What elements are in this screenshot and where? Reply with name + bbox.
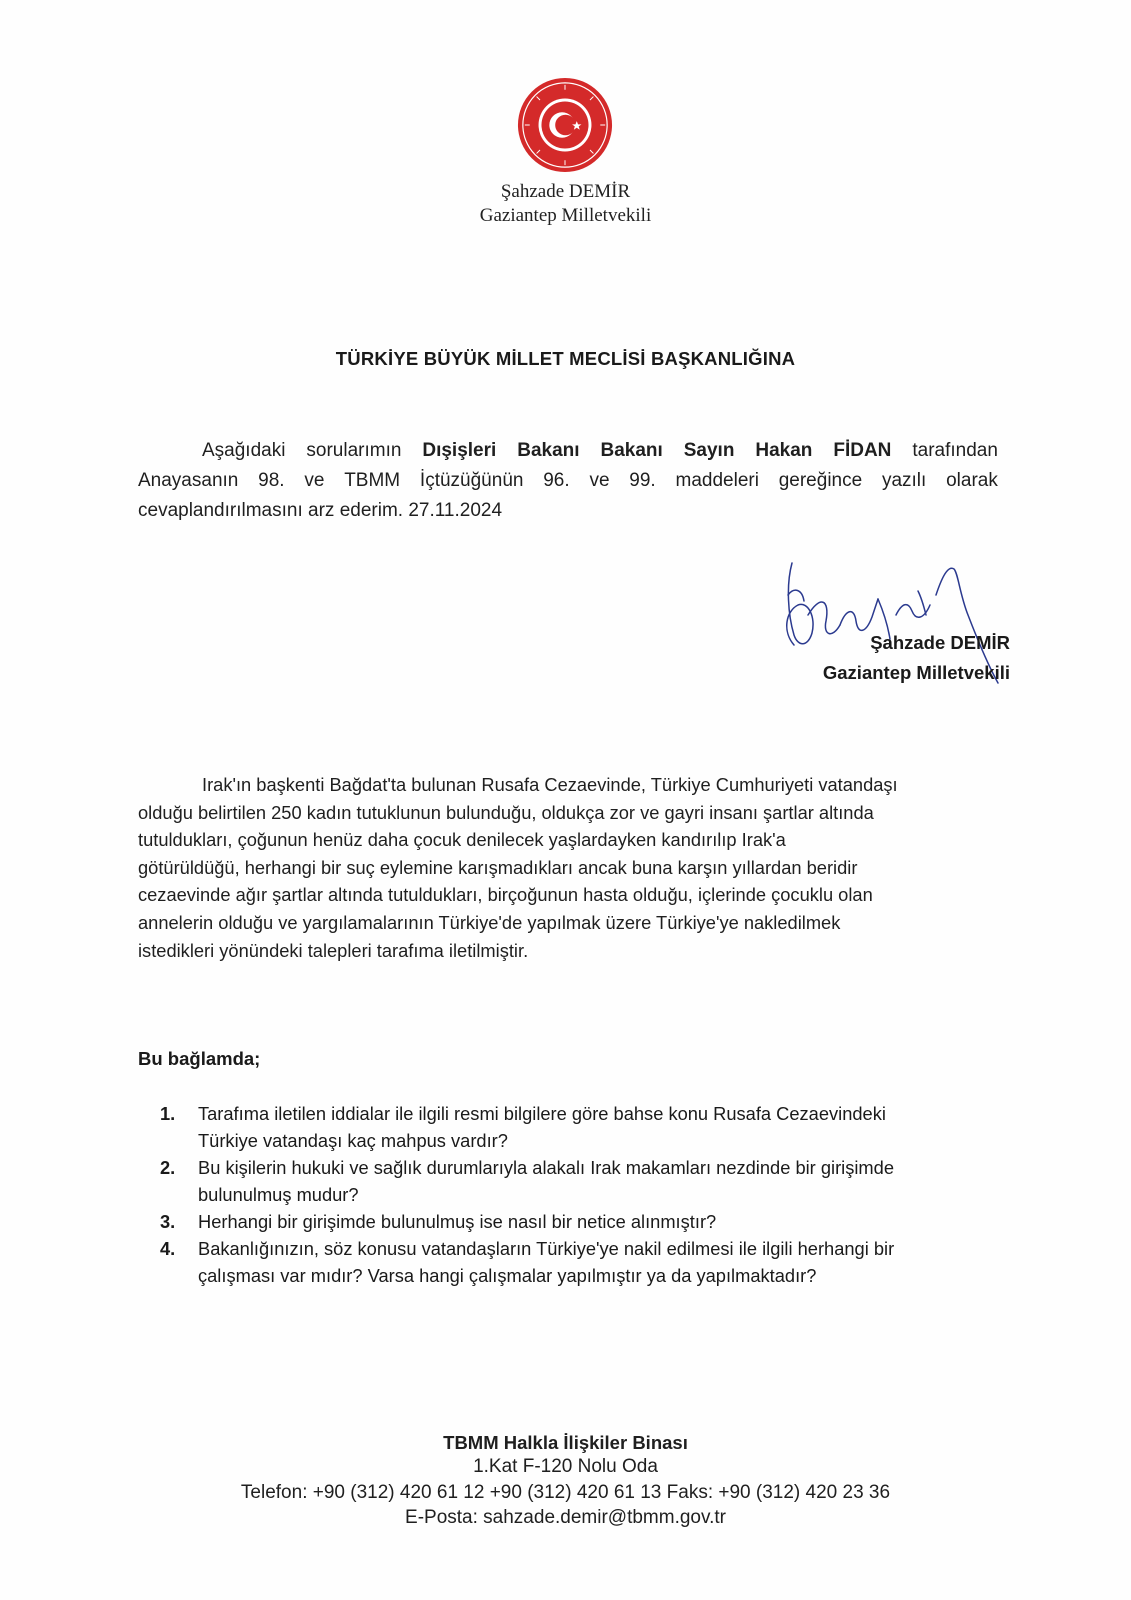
intro-word: yazılı [881, 470, 927, 491]
minister-word: Bakanı [600, 440, 663, 461]
phone-label: Telefon: [240, 1482, 308, 1503]
body-line: annelerin olduğu ve yargılamalarının Türkiye'de yapılmak üzere Türkiye'ye nakledilmek [138, 911, 841, 933]
email-label: E-Posta: [405, 1507, 478, 1528]
body-line: istedikleri yönündeki talepleri tarafıma iletilmiştir. [138, 939, 529, 961]
minister-word: Sayın [683, 440, 735, 461]
question-item [160, 1208, 1020, 1235]
intro-line-3: cevaplandırılmasını arz ederim. 27.11.2024 [138, 500, 503, 521]
intro-word: ve [589, 470, 610, 491]
question-line: Herhangi bir girişimde bulunulmuş ise nasıl bir netice alınmıştır? [198, 1211, 717, 1232]
intro-word: 96. [543, 470, 570, 491]
email-address[interactable]: sahzade.demir@tbmm.gov.tr [483, 1507, 726, 1528]
minister-word: FİDAN [833, 440, 892, 461]
intro-word: sorularımın [306, 440, 402, 461]
question-line: Bakanlığınızın, söz konusu vatandaşların Türkiye'ye nakil edilmesi ile ilgili herhangi bir [198, 1238, 895, 1259]
intro-word: olarak [946, 470, 998, 491]
question-number: 1. [160, 1103, 176, 1124]
body-line: tutuldukları, çoğunun henüz daha çocuk denilecek yaşlardayken kandırılıp Irak'a [138, 829, 786, 851]
signature-name: Şahzade DEMİR [870, 632, 1010, 653]
body-line: Irak'ın başkenti Bağdat'ta bulunan Rusafa Cezaevinde, Türkiye Cumhuriyeti vatandaşı [202, 774, 898, 795]
body-paragraph [138, 771, 998, 964]
question-number: 4. [160, 1238, 176, 1259]
intro-word: 98. [258, 470, 285, 491]
intro-paragraph [138, 436, 998, 526]
body-line: olduğu belirtilen 250 kadın tutuklunun bulunduğu, oldukça zor ve gayri insanı şartlar altında [138, 801, 874, 823]
context-label: Bu bağlamda; [138, 1048, 261, 1069]
question-line: Türkiye vatandaşı kaç mahpus vardır? [198, 1130, 508, 1151]
question-number: 3. [160, 1211, 176, 1232]
fax-label: Faks: [666, 1482, 714, 1503]
sender-title: Gaziantep Milletvekili [479, 205, 652, 226]
signature-block [790, 628, 1010, 688]
footer-room: 1.Kat F-120 Nolu Oda [473, 1456, 658, 1477]
intro-line-1 [138, 436, 998, 466]
minister-word: Bakanı [517, 440, 580, 461]
question-line: Bu kişilerin hukuki ve sağlık durumlarıyla alakalı Irak makamları nezdinde bir girişimde [198, 1157, 894, 1178]
footer-building: TBMM Halkla İlişkiler Binası [443, 1432, 688, 1453]
question-item [160, 1154, 1020, 1208]
intro-line-2 [138, 466, 998, 496]
question-line: Tarafıma iletilen iddialar ile ilgili resmi bilgilere göre bahse konu Rusafa Cezaevindeki [198, 1103, 886, 1124]
intro-word: 99. [629, 470, 656, 491]
question-number: 2. [160, 1157, 176, 1178]
intro-word: maddeleri [675, 470, 759, 491]
sender-name: Şahzade DEMİR [500, 181, 631, 202]
intro-word: ve [304, 470, 325, 491]
intro-word: TBMM [344, 470, 401, 491]
intro-word: tarafından [912, 440, 998, 461]
body-line: cezaevinde ağır şartlar altında tutuldukları, birçoğunun hasta olduğu, içlerinde çocuklu olan [138, 884, 873, 906]
question-list [160, 1100, 1020, 1289]
minister-word: Hakan [755, 440, 813, 461]
addressee-heading: TÜRKİYE BÜYÜK MİLLET MECLİSİ BAŞKANLIĞINA [335, 348, 796, 369]
intro-word: İçtüzüğünün [419, 470, 524, 491]
signature-title: Gaziantep Milletvekili [822, 662, 1010, 683]
question-line: çalışması var mıdır? Varsa hangi çalışmalar yapılmıştır ya da yapılmaktadır? [198, 1265, 817, 1286]
footer-phone-fax [0, 1482, 1131, 1504]
question-line: bulunulmuş mudur? [198, 1184, 359, 1205]
question-item [160, 1235, 1020, 1289]
intro-word: gereğince [778, 470, 863, 491]
phone-number: +90 (312) 420 61 12 +90 (312) 420 61 13 [312, 1482, 662, 1503]
footer-email [0, 1507, 1131, 1529]
intro-word: Anayasanın [138, 470, 239, 491]
fax-number: +90 (312) 420 23 36 [718, 1482, 891, 1503]
body-line: götürüldüğü, herhangi bir suç eylemine karışmadıkları ancak buna karşın yıllardan beridir [138, 856, 858, 878]
intro-word: Aşağıdaki [202, 440, 286, 461]
question-item [160, 1100, 1020, 1154]
minister-word: Dışişleri [422, 440, 497, 461]
tbmm-emblem-logo [516, 76, 614, 174]
